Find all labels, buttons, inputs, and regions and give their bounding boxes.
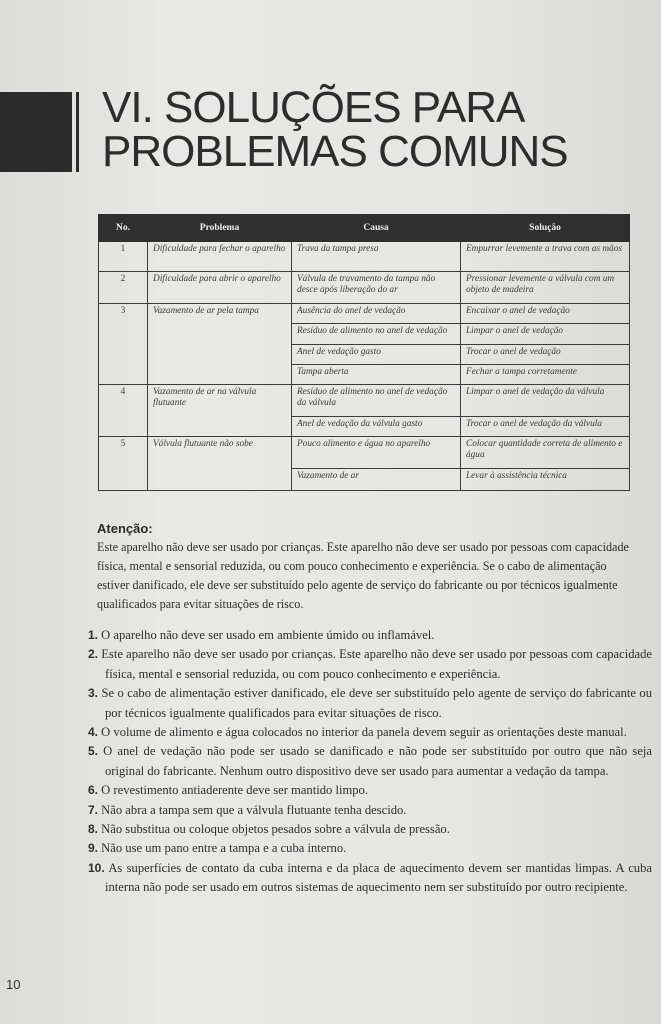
attention-body: Este aparelho não deve ser usado por crianças. Este aparelho não deve ser usado por pessoas com capacidade física, mental e sensorial reduzida, ou com pouco conhecimento e experiência. Se o cabo de alimentação estiver danificado, ele deve ser substituído pelo agente de serviço do fabricante ou por técnicos igualmente qualificados para evitar situações de risco. — [97, 540, 629, 611]
item-text: O revestimento antiaderente deve ser mantido limpo. — [101, 783, 369, 798]
list-item — [88, 801, 652, 820]
problem-cell: Dificuldade para fechar o aparelho — [148, 242, 292, 272]
page-number: 10 — [6, 977, 21, 992]
cause-cell: Anel de vedação da válvula gasto — [292, 417, 461, 437]
row-number: 3 — [99, 304, 148, 385]
item-text: O volume de alimento e água colocados no interior da panela devem seguir as orientações deste manual. — [101, 725, 627, 740]
cause-cell: Válvula de travamento da tampa não desce após liberação do ar — [292, 272, 461, 304]
item-text: O aparelho não deve ser usado em ambiente úmido ou inflamável. — [101, 628, 435, 642]
table-row — [99, 242, 630, 272]
troubleshooting-table — [98, 214, 630, 491]
header-problema: Problema — [148, 215, 292, 242]
list-item — [88, 820, 652, 839]
cause-cell: Pouco alimento e água no aparelho — [292, 437, 461, 469]
table-row — [99, 385, 630, 417]
solution-cell: Colocar quantidade correta de alimento e água — [461, 437, 630, 469]
solution-cell: Pressionar levemente a válvula com um objeto de madeira — [461, 272, 630, 304]
header-solucao: Solução — [461, 215, 630, 242]
item-number: 4. — [88, 725, 99, 740]
item-number: 2. — [88, 647, 99, 662]
item-number: 10. — [88, 860, 105, 875]
problem-cell: Válvula flutuante não sobe — [148, 437, 292, 491]
item-text: As superfícies de contato da cuba interna e da placa de aquecimento devem ser mantidas limpas. A cuba interna não pode ser usado em outros sistemas de aquecimento nem ser substituído por outro recipiente. — [105, 860, 652, 895]
cause-cell: Trava da tampa presa — [292, 242, 461, 272]
warnings-list — [88, 626, 652, 898]
cause-cell: Vazamento de ar — [292, 469, 461, 491]
solution-cell: Fechar a tampa corretamente — [461, 365, 630, 385]
item-number: 8. — [88, 822, 99, 837]
item-text: Não use um pano entre a tampa e a cuba interno. — [101, 841, 347, 856]
row-number: 1 — [99, 242, 148, 272]
row-number: 5 — [99, 437, 148, 491]
table-header-row — [99, 215, 630, 242]
table-row — [99, 304, 630, 324]
solution-cell: Levar à assistência técnica — [461, 469, 630, 491]
item-number: 3. — [88, 686, 99, 701]
item-text: Se o cabo de alimentação estiver danificado, ele deve ser substituído pelo agente de serviço do fabricante ou por técnicos igualmente qualificados para evitar situações de risco. — [101, 686, 652, 720]
row-number: 2 — [99, 272, 148, 304]
item-number: 9. — [88, 841, 99, 856]
cause-cell: Resíduo de alimento no anel de vedação — [292, 324, 461, 345]
problem-cell: Vazamento de ar na válvula flutuante — [148, 385, 292, 437]
problem-cell: Dificuldade para abrir o aparelho — [148, 272, 292, 304]
item-number: 1. — [88, 628, 99, 642]
solution-cell: Limpar o anel de vedação da válvula — [461, 385, 630, 417]
problem-cell: Vazamento de ar pela tampa — [148, 304, 292, 385]
attention-heading: Atenção: — [97, 521, 153, 536]
list-item — [88, 684, 652, 723]
cause-cell: Resíduo de alimento no anel de vedação da válvula — [292, 385, 461, 417]
list-item — [88, 859, 652, 898]
item-number: 7. — [88, 802, 99, 817]
list-item — [88, 781, 652, 800]
solution-cell: Trocar o anel de vedação — [461, 345, 630, 365]
solution-cell: Empurrar levemente a trava com as mãos — [461, 242, 630, 272]
list-item — [88, 626, 652, 645]
list-item — [88, 742, 652, 781]
section-title: VI. SOLUÇÕES PARA PROBLEMAS COMUNS — [102, 83, 568, 176]
list-item — [88, 645, 652, 684]
row-number: 4 — [99, 385, 148, 437]
item-text: O anel de vedação não pode ser usado se danificado e não pode ser substituído por outro que não seja original do fabricante. Nenhum outro dispositivo deve ser usado para aumentar a vedação da tampa. — [103, 744, 653, 778]
item-text: Este aparelho não deve ser usado por crianças. Este aparelho não deve ser usado por pessoas com capacidade física, mental e sensorial reduzida, ou com pouco conhecimento e experiência. — [101, 647, 652, 681]
section-marker-bar — [0, 92, 72, 172]
cause-cell: Tampa aberta — [292, 365, 461, 385]
cause-cell: Anel de vedação gasto — [292, 345, 461, 365]
solution-cell: Trocar o anel de vedação da válvula — [461, 417, 630, 437]
list-item — [88, 839, 652, 858]
item-text: Não substitua ou coloque objetos pesados sobre a válvula de pressão. — [101, 822, 450, 837]
table-row — [99, 272, 630, 304]
item-number: 6. — [88, 783, 99, 798]
header-causa: Causa — [292, 215, 461, 242]
solution-cell: Encaixar o anel de vedação — [461, 304, 630, 324]
list-item — [88, 723, 652, 742]
item-number: 5. — [88, 744, 99, 759]
header-no: No. — [99, 215, 148, 242]
solution-cell: Limpar o anel de vedação — [461, 324, 630, 345]
table-row — [99, 437, 630, 469]
cause-cell: Ausência do anel de vedação — [292, 304, 461, 324]
item-text: Não abra a tampa sem que a válvula flutuante tenha descido. — [101, 802, 407, 817]
